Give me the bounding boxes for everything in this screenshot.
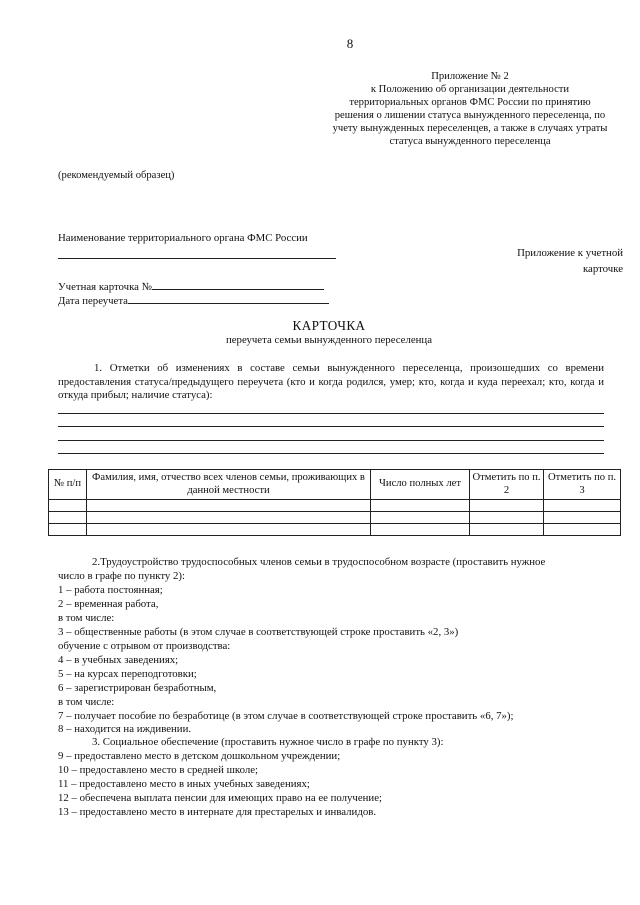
recount-date-label: Дата переучета — [58, 295, 128, 307]
account-card-label: Учетная карточка № — [58, 281, 152, 293]
appendix-line: статуса вынужденного переселенца — [389, 136, 551, 147]
section-1-blank-line[interactable] — [58, 453, 604, 454]
table-cell[interactable] — [371, 512, 470, 524]
table-cell[interactable] — [49, 500, 87, 512]
section-3-line: 10 – предоставлено место в средней школе; — [58, 764, 259, 776]
column-header-number: № п/п — [49, 470, 87, 500]
table-row — [49, 512, 621, 524]
recount-date-input[interactable] — [128, 293, 329, 304]
table-cell[interactable] — [544, 500, 621, 512]
section-1-blank-line[interactable] — [58, 413, 604, 414]
section-2-line: 3 – общественные работы (в этом случае в соответствующей строке проставить «2, 3») — [58, 626, 459, 638]
section-3-line: 9 – предоставлено место в детском дошкольном учреждении; — [58, 750, 341, 762]
section-2-line: 1 – работа постоянная; — [58, 584, 163, 596]
appendix-line: Приложение № 2 — [431, 71, 509, 82]
section-2-line: 5 – на курсах переподготовки; — [58, 668, 197, 680]
table-row — [49, 524, 621, 536]
table-cell[interactable] — [49, 512, 87, 524]
account-card-number-input[interactable] — [152, 279, 324, 290]
annex-line: Приложение к учетной — [517, 247, 623, 259]
section-2-line: 7 – получает пособие по безработице (в этом случае в соответствующей строке проставить «6, 7»); — [58, 710, 514, 722]
column-header-mark-p3: Отметить по п. 3 — [544, 470, 621, 500]
annex-line: карточке — [582, 263, 623, 275]
column-header-mark-p2: Отметить по п. 2 — [470, 470, 544, 500]
column-header-full-name: Фамилия, имя, отчество всех членов семьи, проживающих в данной местности — [87, 470, 371, 500]
appendix-line: к Положению об организации деятельности — [370, 84, 570, 95]
section-2-line: 8 – находится на иждивении. — [58, 723, 192, 735]
section-2-line: в том числе: — [58, 696, 115, 708]
appendix-line: территориальных органов ФМС России по принятию — [349, 97, 591, 108]
table-cell[interactable] — [371, 500, 470, 512]
authority-name-line[interactable] — [58, 258, 336, 259]
family-members-table — [48, 469, 621, 536]
section-3-line: 11 – предоставлено место в иных учебных заведениях; — [58, 778, 310, 790]
table-cell[interactable] — [470, 524, 544, 536]
section-3-heading: 3. Социальное обеспечение (проставить нужное число в графе по пункту 3): — [92, 736, 444, 748]
section-1-text: 1. Отметки об изменениях в составе семьи вынужденного переселенца, произошедших со времени предоставления статуса/предыдущего переучета (кто и когда родился, умер; кто, когда и куда переехал; кто, когда и откуда прибыл; наличие статуса): — [58, 362, 604, 401]
appendix-line: учету вынужденных переселенцев, а также в случаях утраты — [332, 123, 608, 134]
section-2-line: 6 – зарегистрирован безработным, — [58, 682, 217, 694]
appendix-header — [300, 70, 640, 148]
section-1-blank-line[interactable] — [58, 440, 604, 441]
section-2-line: 2 – временная работа, — [58, 598, 159, 610]
section-2-line: обучение с отрывом от производства: — [58, 640, 231, 652]
section-2-line: 4 – в учебных заведениях; — [58, 654, 179, 666]
authority-name-label: Наименование территориального органа ФМС России — [58, 232, 308, 244]
section-2-line: в том числе: — [58, 612, 115, 624]
card-title: КАРТОЧКА — [292, 318, 366, 333]
recommended-sample-note: (рекомендуемый образец) — [58, 170, 175, 181]
table-cell[interactable] — [87, 500, 371, 512]
account-card-field — [58, 279, 324, 294]
table-cell[interactable] — [87, 524, 371, 536]
page-number: 8 — [346, 36, 354, 51]
appendix-line: решения о лишении статуса вынужденного переселенца, по — [334, 110, 606, 121]
table-row — [49, 500, 621, 512]
table-cell[interactable] — [544, 512, 621, 524]
section-3-line: 12 – обеспечена выплата пенсии для имеющих право на ее получение; — [58, 792, 382, 804]
column-header-age: Число полных лет — [371, 470, 470, 500]
section-2-heading: 2.Трудоустройство трудоспособных членов семьи в трудоспособном возрасте (проставить нужное — [92, 556, 546, 568]
recount-date-field — [58, 293, 329, 308]
table-header-row — [49, 470, 621, 500]
annex-to-card-note — [488, 245, 623, 277]
card-subtitle: переучета семьи вынужденного переселенца — [225, 334, 433, 346]
table-cell[interactable] — [470, 512, 544, 524]
section-1-blank-line[interactable] — [58, 426, 604, 427]
table-cell[interactable] — [544, 524, 621, 536]
table-cell[interactable] — [49, 524, 87, 536]
table-cell[interactable] — [371, 524, 470, 536]
section-2-line: число в графе по пункту 2): — [58, 570, 185, 582]
section-3-line: 13 – предоставлено место в интернате для престарелых и инвалидов. — [58, 806, 377, 818]
table-cell[interactable] — [87, 512, 371, 524]
table-cell[interactable] — [470, 500, 544, 512]
